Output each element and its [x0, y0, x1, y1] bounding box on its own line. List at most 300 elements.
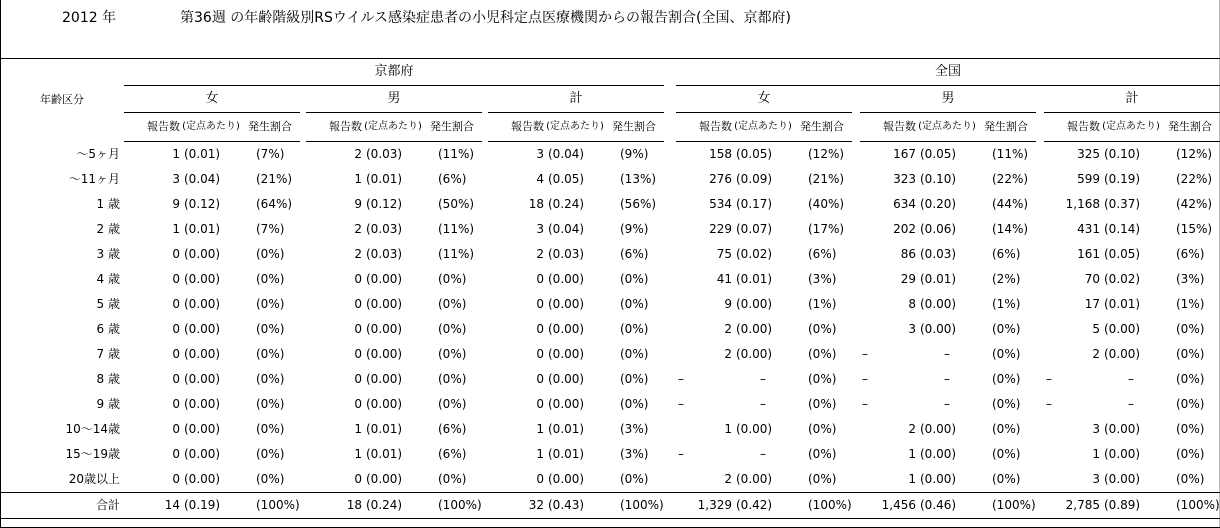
per-sentinel-rate: (0.03) — [366, 147, 403, 161]
occurrence-ratio: (0%) — [438, 347, 467, 361]
report-count: 599 — [1077, 172, 1100, 186]
count-subheader: 報告数 — [676, 113, 734, 142]
table-row — [0, 142, 1220, 168]
per-sentinel-rate: (0.19) — [1104, 172, 1141, 186]
report-count: 5 — [1092, 322, 1100, 336]
occurrence-ratio: (13%) — [620, 172, 657, 186]
report-count: 0 — [536, 397, 544, 411]
report-count: – — [862, 372, 868, 386]
column-gap — [1036, 342, 1044, 367]
table-row — [0, 267, 1220, 292]
column-gap — [664, 142, 676, 168]
occurrence-ratio: (17%) — [808, 222, 845, 236]
occurrence-ratio: (3%) — [620, 422, 649, 436]
column-gap — [852, 267, 860, 292]
column-gap — [852, 86, 860, 113]
per-sentinel-rate: (0.00) — [548, 397, 585, 411]
report-count: 1 — [1092, 447, 1100, 461]
per-sentinel-rate: (0.01) — [184, 147, 221, 161]
per-sentinel-rate: (0.00) — [1104, 447, 1141, 461]
occurrence-ratio: (42%) — [1176, 197, 1213, 211]
age-group-label: 3 歳 — [96, 247, 120, 261]
report-count: 3 — [536, 147, 544, 161]
region-kyoto-header: 京都府 — [124, 59, 664, 86]
column-gap — [1036, 113, 1044, 142]
per-sentinel-rate: (0.00) — [184, 247, 221, 261]
column-gap — [852, 392, 860, 417]
age-group-label: ～11ヶ月 — [68, 172, 120, 186]
report-count: 86 — [900, 247, 916, 261]
per-sentinel-rate: (0.20) — [920, 197, 957, 211]
column-gap — [664, 192, 676, 217]
column-gap — [1036, 392, 1044, 417]
count-subheader: 報告数 — [488, 113, 546, 142]
report-count: 634 — [893, 197, 916, 211]
occurrence-ratio: (0%) — [1176, 472, 1205, 486]
per-sentinel-rate: (0.00) — [184, 322, 221, 336]
per-sentinel-rate: (0.01) — [920, 272, 957, 286]
report-count: 276 — [709, 172, 732, 186]
total-row — [0, 493, 1220, 519]
per-sentinel-rate: (0.00) — [736, 422, 773, 436]
rate-subheader: (定点あたり) — [918, 113, 976, 142]
report-count: 2 — [724, 472, 732, 486]
occurrence-ratio: (0%) — [438, 472, 467, 486]
per-sentinel-rate: (0.00) — [1104, 347, 1141, 361]
occurrence-ratio: (56%) — [620, 197, 657, 211]
report-count: 18 — [528, 197, 544, 211]
occurrence-ratio: (0%) — [1176, 347, 1205, 361]
occurrence-ratio: (0%) — [808, 397, 837, 411]
age-group-label: 20歳以上 — [68, 472, 120, 486]
occurrence-ratio: (12%) — [808, 147, 845, 161]
occurrence-ratio: (11%) — [438, 247, 475, 261]
report-count: 1 — [172, 222, 180, 236]
occurrence-ratio: (100%) — [976, 493, 1036, 519]
report-count: 1 — [908, 447, 916, 461]
column-gap — [1036, 442, 1044, 467]
header-row-region — [0, 59, 1220, 86]
report-count: – — [862, 347, 868, 361]
occurrence-ratio: (1%) — [1176, 297, 1205, 311]
column-gap — [1036, 242, 1044, 267]
column-gap — [1036, 167, 1044, 192]
rate-subheader: (定点あたり) — [182, 113, 240, 142]
per-sentinel-rate: (0.24) — [548, 197, 585, 211]
occurrence-ratio: (0%) — [620, 372, 649, 386]
occurrence-ratio: (6%) — [620, 247, 649, 261]
occurrence-ratio: (100%) — [604, 493, 664, 519]
per-sentinel-rate: (0.09) — [736, 172, 773, 186]
column-gap — [1036, 192, 1044, 217]
per-sentinel-rate: (0.00) — [184, 372, 221, 386]
table-row — [0, 167, 1220, 192]
column-gap — [664, 467, 676, 493]
occurrence-ratio: (0%) — [438, 322, 467, 336]
report-count: 1 — [354, 422, 362, 436]
report-count: 161 — [1077, 247, 1100, 261]
ratio-subheader: 発生割合 — [422, 113, 482, 142]
per-sentinel-rate: (0.01) — [1104, 297, 1141, 311]
per-sentinel-rate: (0.43) — [546, 493, 604, 519]
rate-subheader: (定点あたり) — [546, 113, 604, 142]
ratio-subheader: 発生割合 — [604, 113, 664, 142]
age-group-label: 6 歳 — [96, 322, 120, 336]
report-count: 70 — [1084, 272, 1100, 286]
table-row — [0, 317, 1220, 342]
per-sentinel-rate: (0.01) — [366, 422, 403, 436]
occurrence-ratio: (2%) — [992, 272, 1021, 286]
report-count: 1 — [536, 422, 544, 436]
per-sentinel-rate: – — [944, 347, 950, 361]
per-sentinel-rate: (0.04) — [184, 172, 221, 186]
table-body — [0, 142, 1220, 519]
per-sentinel-rate: (0.00) — [920, 322, 957, 336]
report-count: 3 — [1092, 472, 1100, 486]
sex-header-kyoto-total: 計 — [488, 86, 664, 113]
occurrence-ratio: (44%) — [992, 197, 1029, 211]
header-row-sub — [0, 113, 1220, 142]
occurrence-ratio: (6%) — [992, 247, 1021, 261]
per-sentinel-rate: (0.12) — [366, 197, 403, 211]
report-count: 0 — [354, 397, 362, 411]
occurrence-ratio: (6%) — [438, 172, 467, 186]
report-count: 0 — [536, 347, 544, 361]
report-count: 0 — [354, 322, 362, 336]
age-group-label: 1 歳 — [96, 197, 120, 211]
column-gap — [664, 292, 676, 317]
report-count: 9 — [172, 197, 180, 211]
occurrence-ratio: (0%) — [438, 297, 467, 311]
occurrence-ratio: (0%) — [1176, 372, 1205, 386]
column-gap — [664, 367, 676, 392]
column-gap — [1036, 417, 1044, 442]
column-gap — [664, 417, 676, 442]
per-sentinel-rate: (0.89) — [1102, 493, 1160, 519]
report-count: 202 — [893, 222, 916, 236]
report-title: 第36週 の年齢階級別RSウイルス感染症患者の小児科定点医療機関からの報告割合(全国、京都府) — [180, 10, 791, 26]
report-count: – — [678, 397, 684, 411]
column-gap — [664, 167, 676, 192]
per-sentinel-rate: – — [760, 397, 766, 411]
per-sentinel-rate: (0.42) — [734, 493, 792, 519]
per-sentinel-rate: (0.02) — [1104, 272, 1141, 286]
count-subheader: 報告数 — [1044, 113, 1102, 142]
report-count: 1,329 — [676, 493, 734, 519]
report-count: 2 — [908, 422, 916, 436]
sex-header-national-total: 計 — [1044, 86, 1220, 113]
column-gap — [664, 317, 676, 342]
occurrence-ratio: (21%) — [256, 172, 293, 186]
column-gap — [852, 167, 860, 192]
per-sentinel-rate: (0.06) — [920, 222, 957, 236]
occurrence-ratio: (0%) — [992, 422, 1021, 436]
column-gap — [1036, 267, 1044, 292]
occurrence-ratio: (9%) — [620, 147, 649, 161]
table-header — [0, 59, 1220, 142]
occurrence-ratio: (0%) — [808, 447, 837, 461]
per-sentinel-rate: (0.00) — [736, 347, 773, 361]
report-count: 158 — [709, 147, 732, 161]
per-sentinel-rate: (0.01) — [184, 222, 221, 236]
count-subheader: 報告数 — [306, 113, 364, 142]
report-count: 2,785 — [1044, 493, 1102, 519]
sex-header-kyoto-male: 男 — [306, 86, 482, 113]
report-year: 2012 年 — [62, 10, 117, 26]
occurrence-ratio: (7%) — [256, 147, 285, 161]
per-sentinel-rate: (0.04) — [548, 222, 585, 236]
occurrence-ratio: (0%) — [992, 372, 1021, 386]
table-row — [0, 217, 1220, 242]
occurrence-ratio: (0%) — [256, 397, 285, 411]
occurrence-ratio: (50%) — [438, 197, 475, 211]
report-count: 534 — [709, 197, 732, 211]
column-gap — [852, 317, 860, 342]
occurrence-ratio: (21%) — [808, 172, 845, 186]
occurrence-ratio: (0%) — [438, 397, 467, 411]
sex-header-kyoto-female: 女 — [124, 86, 300, 113]
report-count: – — [678, 372, 684, 386]
column-gap — [852, 367, 860, 392]
occurrence-ratio: (7%) — [256, 222, 285, 236]
per-sentinel-rate: (0.01) — [366, 447, 403, 461]
region-gap — [664, 59, 676, 86]
occurrence-ratio: (0%) — [620, 347, 649, 361]
column-gap — [852, 142, 860, 168]
occurrence-ratio: (0%) — [992, 447, 1021, 461]
column-gap — [664, 267, 676, 292]
report-count: 0 — [172, 372, 180, 386]
per-sentinel-rate: (0.00) — [184, 447, 221, 461]
column-gap — [852, 242, 860, 267]
per-sentinel-rate: – — [944, 397, 950, 411]
header-row-sex — [0, 86, 1220, 113]
report-count: 0 — [172, 322, 180, 336]
occurrence-ratio: (0%) — [1176, 397, 1205, 411]
occurrence-ratio: (100%) — [792, 493, 852, 519]
column-gap — [664, 86, 676, 113]
per-sentinel-rate: (0.01) — [366, 172, 403, 186]
per-sentinel-rate: (0.00) — [920, 447, 957, 461]
per-sentinel-rate: (0.00) — [548, 272, 585, 286]
age-group-label: 5 歳 — [96, 297, 120, 311]
table-row — [0, 242, 1220, 267]
column-gap — [852, 467, 860, 493]
table-row — [0, 367, 1220, 392]
age-group-label: 2 歳 — [96, 222, 120, 236]
occurrence-ratio: (100%) — [1160, 493, 1220, 519]
column-gap — [1036, 367, 1044, 392]
per-sentinel-rate: (0.00) — [1104, 422, 1141, 436]
count-subheader: 報告数 — [124, 113, 182, 142]
occurrence-ratio: (6%) — [1176, 247, 1205, 261]
per-sentinel-rate: (0.01) — [548, 422, 585, 436]
per-sentinel-rate: (0.05) — [1104, 247, 1141, 261]
report-count: 0 — [172, 297, 180, 311]
per-sentinel-rate: (0.00) — [736, 297, 773, 311]
occurrence-ratio: (100%) — [422, 493, 482, 519]
age-group-label: 8 歳 — [96, 372, 120, 386]
report-count: 2 — [1092, 347, 1100, 361]
occurrence-ratio: (22%) — [992, 172, 1029, 186]
per-sentinel-rate: (0.00) — [366, 397, 403, 411]
report-count: 0 — [172, 397, 180, 411]
per-sentinel-rate: (0.00) — [736, 322, 773, 336]
occurrence-ratio: (0%) — [1176, 447, 1205, 461]
occurrence-ratio: (22%) — [1176, 172, 1213, 186]
age-group-label: 9 歳 — [96, 397, 120, 411]
table-row — [0, 417, 1220, 442]
occurrence-ratio: (0%) — [808, 422, 837, 436]
report-count: 0 — [536, 472, 544, 486]
column-gap — [1036, 292, 1044, 317]
per-sentinel-rate: (0.03) — [366, 222, 403, 236]
per-sentinel-rate: – — [1128, 397, 1134, 411]
report-count: 2 — [536, 247, 544, 261]
per-sentinel-rate: (0.00) — [184, 397, 221, 411]
column-gap — [852, 113, 860, 142]
report-count: 0 — [354, 347, 362, 361]
occurrence-ratio: (0%) — [808, 347, 837, 361]
report-count: 0 — [172, 422, 180, 436]
occurrence-ratio: (0%) — [992, 322, 1021, 336]
total-label: 合計 — [0, 493, 124, 519]
per-sentinel-rate: (0.00) — [184, 297, 221, 311]
age-group-label: 4 歳 — [96, 272, 120, 286]
per-sentinel-rate: (0.00) — [920, 297, 957, 311]
report-count: 9 — [354, 197, 362, 211]
report-count: 0 — [354, 272, 362, 286]
occurrence-ratio: (0%) — [620, 297, 649, 311]
per-sentinel-rate: (0.46) — [918, 493, 976, 519]
occurrence-ratio: (64%) — [256, 197, 293, 211]
per-sentinel-rate: (0.05) — [920, 147, 957, 161]
age-group-label: 15～19歳 — [65, 447, 120, 461]
per-sentinel-rate: (0.02) — [736, 247, 773, 261]
per-sentinel-rate: (0.00) — [1104, 322, 1141, 336]
table-row — [0, 342, 1220, 367]
occurrence-ratio: (1%) — [808, 297, 837, 311]
per-sentinel-rate: (0.00) — [366, 347, 403, 361]
per-sentinel-rate: (0.04) — [548, 147, 585, 161]
per-sentinel-rate: (0.00) — [548, 322, 585, 336]
occurrence-ratio: (0%) — [256, 347, 285, 361]
column-gap — [1036, 86, 1044, 113]
per-sentinel-rate: (0.10) — [1104, 147, 1141, 161]
occurrence-ratio: (12%) — [1176, 147, 1213, 161]
age-distribution-table — [0, 58, 1220, 519]
per-sentinel-rate: (0.00) — [366, 372, 403, 386]
column-gap — [852, 217, 860, 242]
age-column-header: 年齢区分 — [0, 59, 124, 142]
occurrence-ratio: (0%) — [620, 272, 649, 286]
per-sentinel-rate: (0.00) — [920, 472, 957, 486]
per-sentinel-rate: (0.00) — [366, 322, 403, 336]
report-count: 167 — [893, 147, 916, 161]
age-group-label: 7 歳 — [96, 347, 120, 361]
per-sentinel-rate: (0.19) — [182, 493, 240, 519]
column-gap — [1036, 493, 1044, 519]
ratio-subheader: 発生割合 — [976, 113, 1036, 142]
per-sentinel-rate: (0.07) — [736, 222, 773, 236]
occurrence-ratio: (0%) — [808, 472, 837, 486]
per-sentinel-rate: (0.17) — [736, 197, 773, 211]
occurrence-ratio: (0%) — [1176, 422, 1205, 436]
column-gap — [852, 192, 860, 217]
report-count: 0 — [536, 322, 544, 336]
occurrence-ratio: (6%) — [438, 422, 467, 436]
table-row — [0, 442, 1220, 467]
age-group-label: 10～14歳 — [65, 422, 120, 436]
report-count: 18 — [306, 493, 364, 519]
report-count: 2 — [354, 222, 362, 236]
report-count: 431 — [1077, 222, 1100, 236]
per-sentinel-rate: (0.00) — [736, 472, 773, 486]
column-gap — [1036, 142, 1044, 168]
column-gap — [852, 292, 860, 317]
report-count: – — [1046, 372, 1052, 386]
occurrence-ratio: (14%) — [992, 222, 1029, 236]
occurrence-ratio: (3%) — [808, 272, 837, 286]
column-gap — [664, 342, 676, 367]
per-sentinel-rate: (0.12) — [184, 197, 221, 211]
per-sentinel-rate: (0.05) — [548, 172, 585, 186]
per-sentinel-rate: (0.01) — [736, 272, 773, 286]
ratio-subheader: 発生割合 — [792, 113, 852, 142]
per-sentinel-rate: (0.00) — [184, 347, 221, 361]
occurrence-ratio: (1%) — [992, 297, 1021, 311]
table-row — [0, 392, 1220, 417]
report-count: 325 — [1077, 147, 1100, 161]
report-count: 3 — [908, 322, 916, 336]
report-count: 1 — [172, 147, 180, 161]
report-count: 32 — [488, 493, 546, 519]
table-row — [0, 292, 1220, 317]
column-gap — [664, 493, 676, 519]
column-gap — [664, 217, 676, 242]
per-sentinel-rate: (0.00) — [366, 272, 403, 286]
per-sentinel-rate: (0.00) — [366, 297, 403, 311]
per-sentinel-rate: – — [1128, 372, 1134, 386]
table-row — [0, 467, 1220, 493]
column-gap — [664, 242, 676, 267]
per-sentinel-rate: (0.37) — [1104, 197, 1141, 211]
occurrence-ratio: (9%) — [620, 222, 649, 236]
rate-subheader: (定点あたり) — [1102, 113, 1160, 142]
report-count: 0 — [536, 297, 544, 311]
report-count: 0 — [354, 472, 362, 486]
occurrence-ratio: (100%) — [240, 493, 300, 519]
occurrence-ratio: (0%) — [620, 397, 649, 411]
ratio-subheader: 発生割合 — [240, 113, 300, 142]
occurrence-ratio: (0%) — [256, 297, 285, 311]
occurrence-ratio: (0%) — [256, 422, 285, 436]
rate-subheader: (定点あたり) — [364, 113, 422, 142]
report-count: 9 — [724, 297, 732, 311]
occurrence-ratio: (40%) — [808, 197, 845, 211]
per-sentinel-rate: (0.14) — [1104, 222, 1141, 236]
report-count: 3 — [536, 222, 544, 236]
per-sentinel-rate: (0.00) — [1104, 472, 1141, 486]
column-gap — [664, 113, 676, 142]
column-gap — [852, 493, 860, 519]
report-count: 8 — [908, 297, 916, 311]
report-count: 1 — [354, 447, 362, 461]
per-sentinel-rate: (0.03) — [548, 247, 585, 261]
column-gap — [1036, 467, 1044, 493]
report-count: 0 — [172, 447, 180, 461]
age-group-label: ～5ヶ月 — [76, 146, 120, 161]
